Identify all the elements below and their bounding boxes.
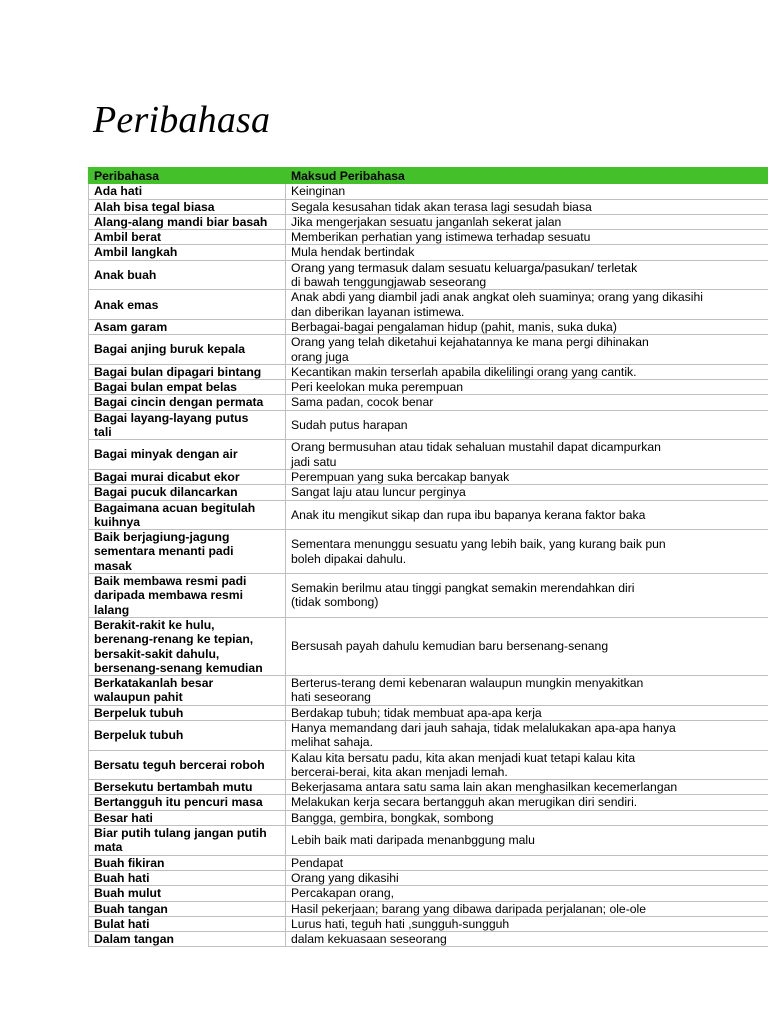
header-maksud: Maksud Peribahasa: [286, 168, 768, 184]
peribahasa-cell: Bagai bulan dipagari bintang: [89, 364, 286, 379]
peribahasa-cell: Berpeluk tubuh: [89, 705, 286, 720]
table-row: [89, 901, 768, 916]
maksud-cell: Orang bermusuhan atau tidak sehaluan mustahil dapat dicampurkan jadi satu: [286, 440, 768, 470]
maksud-cell: Kalau kita bersatu padu, kita akan menjadi kuat tetapi kalau kita bercerai-berai, kita akan menjadi lemah.: [286, 750, 768, 780]
table-row: [89, 469, 768, 484]
peribahasa-cell: Baik membawa resmi padi daripada membawa resmi lalang: [89, 574, 286, 618]
table-row: [89, 826, 768, 856]
table-row: [89, 676, 768, 706]
peribahasa-cell: Alang-alang mandi biar basah: [89, 214, 286, 229]
maksud-cell: Semakin berilmu atau tinggi pangkat semakin merendahkan diri (tidak sombong): [286, 574, 768, 618]
maksud-cell: Bangga, gembira, bongkak, sombong: [286, 810, 768, 825]
peribahasa-cell: Asam garam: [89, 319, 286, 334]
peribahasa-cell: Ambil berat: [89, 230, 286, 245]
table-row: [89, 916, 768, 931]
table-row: [89, 780, 768, 795]
table-row: [89, 574, 768, 618]
maksud-cell: Orang yang dikasihi: [286, 870, 768, 885]
table-row: [89, 184, 768, 199]
peribahasa-cell: Berkatakanlah besar walaupun pahit: [89, 676, 286, 706]
maksud-cell: Sementara menunggu sesuatu yang lebih baik, yang kurang baik pun boleh dipakai dahulu.: [286, 530, 768, 574]
peribahasa-table: [88, 167, 768, 947]
peribahasa-cell: Anak emas: [89, 290, 286, 320]
table-row: [89, 617, 768, 675]
table-row: [89, 750, 768, 780]
maksud-cell: Berterus-terang demi kebenaran walaupun mungkin menyakitkan hati seseorang: [286, 676, 768, 706]
page-title: Peribahasa: [93, 99, 271, 141]
peribahasa-cell: Dalam tangan: [89, 932, 286, 947]
maksud-cell: Lurus hati, teguh hati ,sungguh-sungguh: [286, 916, 768, 931]
peribahasa-cell: Ambil langkah: [89, 245, 286, 260]
maksud-cell: Mula hendak bertindak: [286, 245, 768, 260]
maksud-cell: Berdakap tubuh; tidak membuat apa-apa kerja: [286, 705, 768, 720]
table-row: [89, 214, 768, 229]
table-body: [89, 184, 768, 947]
maksud-cell: Sangat laju atau luncur perginya: [286, 485, 768, 500]
maksud-cell: Orang yang termasuk dalam sesuatu keluarga/pasukan/ terletak di bawah tenggungjawab seseorang: [286, 260, 768, 290]
maksud-cell: Percakapan orang,: [286, 886, 768, 901]
peribahasa-cell: Anak buah: [89, 260, 286, 290]
peribahasa-cell: Buah tangan: [89, 901, 286, 916]
maksud-cell: Anak abdi yang diambil jadi anak angkat oleh suaminya; orang yang dikasihi dan diberikan layanan istimewa.: [286, 290, 768, 320]
table-row: [89, 395, 768, 410]
maksud-cell: Memberikan perhatian yang istimewa terhadap sesuatu: [286, 230, 768, 245]
peribahasa-cell: Baik berjagiung-jagung sementara menanti padi masak: [89, 530, 286, 574]
peribahasa-cell: Bagai cincin dengan permata: [89, 395, 286, 410]
table-row: [89, 810, 768, 825]
peribahasa-cell: Bersatu teguh bercerai roboh: [89, 750, 286, 780]
peribahasa-cell: Bertangguh itu pencuri masa: [89, 795, 286, 810]
peribahasa-cell: Bulat hati: [89, 916, 286, 931]
table-row: [89, 380, 768, 395]
peribahasa-cell: Besar hati: [89, 810, 286, 825]
maksud-cell: Bekerjasama antara satu sama lain akan menghasilkan kecemerlangan: [286, 780, 768, 795]
maksud-cell: Bersusah payah dahulu kemudian baru bersenang-senang: [286, 617, 768, 675]
peribahasa-cell: Bagai layang-layang putus tali: [89, 410, 286, 440]
table-row: [89, 319, 768, 334]
table-row: [89, 440, 768, 470]
peribahasa-cell: Berpeluk tubuh: [89, 720, 286, 750]
maksud-cell: Melakukan kerja secara bertangguh akan merugikan diri sendiri.: [286, 795, 768, 810]
table-row: [89, 410, 768, 440]
peribahasa-cell: Berakit-rakit ke hulu, berenang-renang ke tepian, bersakit-sakit dahulu, bersenang-senang kemudian: [89, 617, 286, 675]
peribahasa-cell: Bagai murai dicabut ekor: [89, 469, 286, 484]
table-row: [89, 364, 768, 379]
maksud-cell: Hasil pekerjaan; barang yang dibawa daripada perjalanan; ole-ole: [286, 901, 768, 916]
peribahasa-cell: Bagaimana acuan begitulah kuihnya: [89, 500, 286, 530]
maksud-cell: Jika mengerjakan sesuatu janganlah sekerat jalan: [286, 214, 768, 229]
table-row: [89, 720, 768, 750]
peribahasa-cell: Buah hati: [89, 870, 286, 885]
maksud-cell: Anak itu mengikut sikap dan rupa ibu bapanya kerana faktor baka: [286, 500, 768, 530]
maksud-cell: Orang yang telah diketahui kejahatannya ke mana pergi dihinakan orang juga: [286, 335, 768, 365]
maksud-cell: Peri keelokan muka perempuan: [286, 380, 768, 395]
table-row: [89, 932, 768, 947]
peribahasa-cell: Ada hati: [89, 184, 286, 199]
maksud-cell: Sudah putus harapan: [286, 410, 768, 440]
peribahasa-cell: Bagai anjing buruk kepala: [89, 335, 286, 365]
table-row: [89, 230, 768, 245]
table-row: [89, 245, 768, 260]
maksud-cell: Segala kesusahan tidak akan terasa lagi sesudah biasa: [286, 199, 768, 214]
table-row: [89, 290, 768, 320]
maksud-cell: Perempuan yang suka bercakap banyak: [286, 469, 768, 484]
table-row: [89, 199, 768, 214]
peribahasa-cell: Bagai pucuk dilancarkan: [89, 485, 286, 500]
maksud-cell: Berbagai-bagai pengalaman hidup (pahit, manis, suka duka): [286, 319, 768, 334]
table-row: [89, 485, 768, 500]
peribahasa-cell: Bagai bulan empat belas: [89, 380, 286, 395]
peribahasa-cell: Biar putih tulang jangan putih mata: [89, 826, 286, 856]
maksud-cell: Pendapat: [286, 855, 768, 870]
peribahasa-cell: Bersekutu bertambah mutu: [89, 780, 286, 795]
table-row: [89, 500, 768, 530]
table-row: [89, 855, 768, 870]
peribahasa-cell: Alah bisa tegal biasa: [89, 199, 286, 214]
maksud-cell: Sama padan, cocok benar: [286, 395, 768, 410]
table-row: [89, 335, 768, 365]
peribahasa-cell: Buah mulut: [89, 886, 286, 901]
table-row: [89, 705, 768, 720]
maksud-cell: dalam kekuasaan seseorang: [286, 932, 768, 947]
maksud-cell: Keinginan: [286, 184, 768, 199]
maksud-cell: Kecantikan makin terserlah apabila dikelilingi orang yang cantik.: [286, 364, 768, 379]
table-row: [89, 886, 768, 901]
table-row: [89, 530, 768, 574]
peribahasa-cell: Buah fikiran: [89, 855, 286, 870]
header-peribahasa: Peribahasa: [89, 168, 286, 184]
table-row: [89, 795, 768, 810]
table-row: [89, 260, 768, 290]
table-row: [89, 870, 768, 885]
maksud-cell: Lebih baik mati daripada menanbggung malu: [286, 826, 768, 856]
peribahasa-cell: Bagai minyak dengan air: [89, 440, 286, 470]
table-header-row: [89, 168, 768, 184]
maksud-cell: Hanya memandang dari jauh sahaja, tidak melalukakan apa-apa hanya melihat sahaja.: [286, 720, 768, 750]
